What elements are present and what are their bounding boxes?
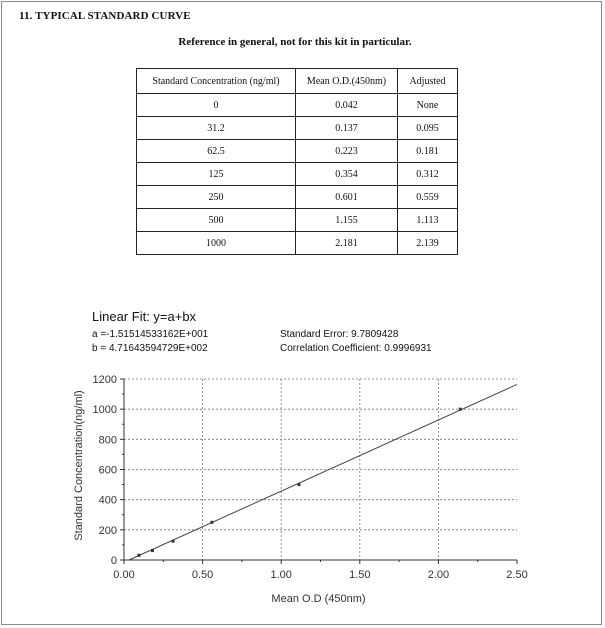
y-tick-label: 600 — [98, 464, 117, 477]
table-cell: 0.095 — [398, 117, 458, 140]
table-cell: 0.354 — [296, 163, 398, 186]
table-cell: 0.312 — [398, 163, 458, 186]
x-axis-label: Mean O.D (450nm) — [271, 593, 366, 605]
table-cell: 31.2 — [137, 117, 296, 140]
data-point — [210, 521, 213, 524]
table-cell: 62.5 — [137, 140, 296, 163]
table-cell: 0.181 — [398, 140, 458, 163]
table-cell: 0 — [137, 94, 296, 117]
column-header: Mean O.D.(450nm) — [296, 69, 398, 94]
table-cell: 2.181 — [296, 232, 398, 255]
y-tick-label: 1000 — [92, 404, 117, 417]
fit-heading: Linear Fit: y=a+bx — [92, 309, 197, 324]
fit-coefficient-a: a =-1.51514533162E+001 — [92, 329, 209, 340]
x-tick-label: 1.50 — [349, 569, 371, 581]
fit-line — [129, 384, 517, 560]
x-tick-label: 0.50 — [191, 569, 214, 581]
x-tick-label: 1.00 — [270, 569, 292, 581]
table-cell: 0.559 — [398, 186, 458, 209]
table-cell: 500 — [137, 209, 296, 232]
data-point — [297, 483, 300, 486]
column-header: Standard Concentration (ng/ml) — [137, 69, 296, 94]
subtitle: Reference in general, not for this kit in particular. — [178, 36, 412, 48]
fit-standard-error: Standard Error: 9.7809428 — [280, 329, 399, 340]
data-point — [137, 554, 140, 557]
fit-correlation-coefficient: Correlation Coefficient: 0.9996931 — [280, 343, 432, 354]
table-cell: 1000 — [137, 232, 296, 255]
table-cell: 1.155 — [296, 209, 398, 232]
table-cell: 0.137 — [296, 117, 398, 140]
table-cell: 0.601 — [296, 186, 398, 209]
section-title: 11. TYPICAL STANDARD CURVE — [19, 10, 191, 22]
column-header: Adjusted — [398, 69, 458, 94]
y-tick-label: 800 — [98, 434, 117, 447]
data-point — [151, 549, 154, 552]
data-point — [172, 540, 175, 543]
fit-coefficient-b: b = 4.71643594729E+002 — [92, 343, 208, 354]
table-cell: 125 — [137, 163, 296, 186]
table-cell: 1.113 — [398, 209, 458, 232]
x-tick-label: 0.00 — [113, 569, 135, 581]
x-tick-label: 2.00 — [427, 569, 450, 581]
y-tick-label: 0 — [110, 555, 117, 567]
table-cell: None — [398, 94, 458, 117]
table-cell: 0.042 — [296, 94, 398, 117]
x-tick-label: 2.50 — [506, 569, 528, 581]
data-point — [459, 408, 462, 411]
y-tick-label: 400 — [98, 494, 117, 507]
y-axis-label: Standard Concentration(ng/ml) — [73, 390, 85, 541]
y-tick-label: 200 — [98, 524, 117, 537]
table-cell: 2.139 — [398, 232, 458, 255]
table-cell: 250 — [137, 186, 296, 209]
table-cell: 0.223 — [296, 140, 398, 163]
y-tick-label: 1200 — [92, 374, 117, 386]
